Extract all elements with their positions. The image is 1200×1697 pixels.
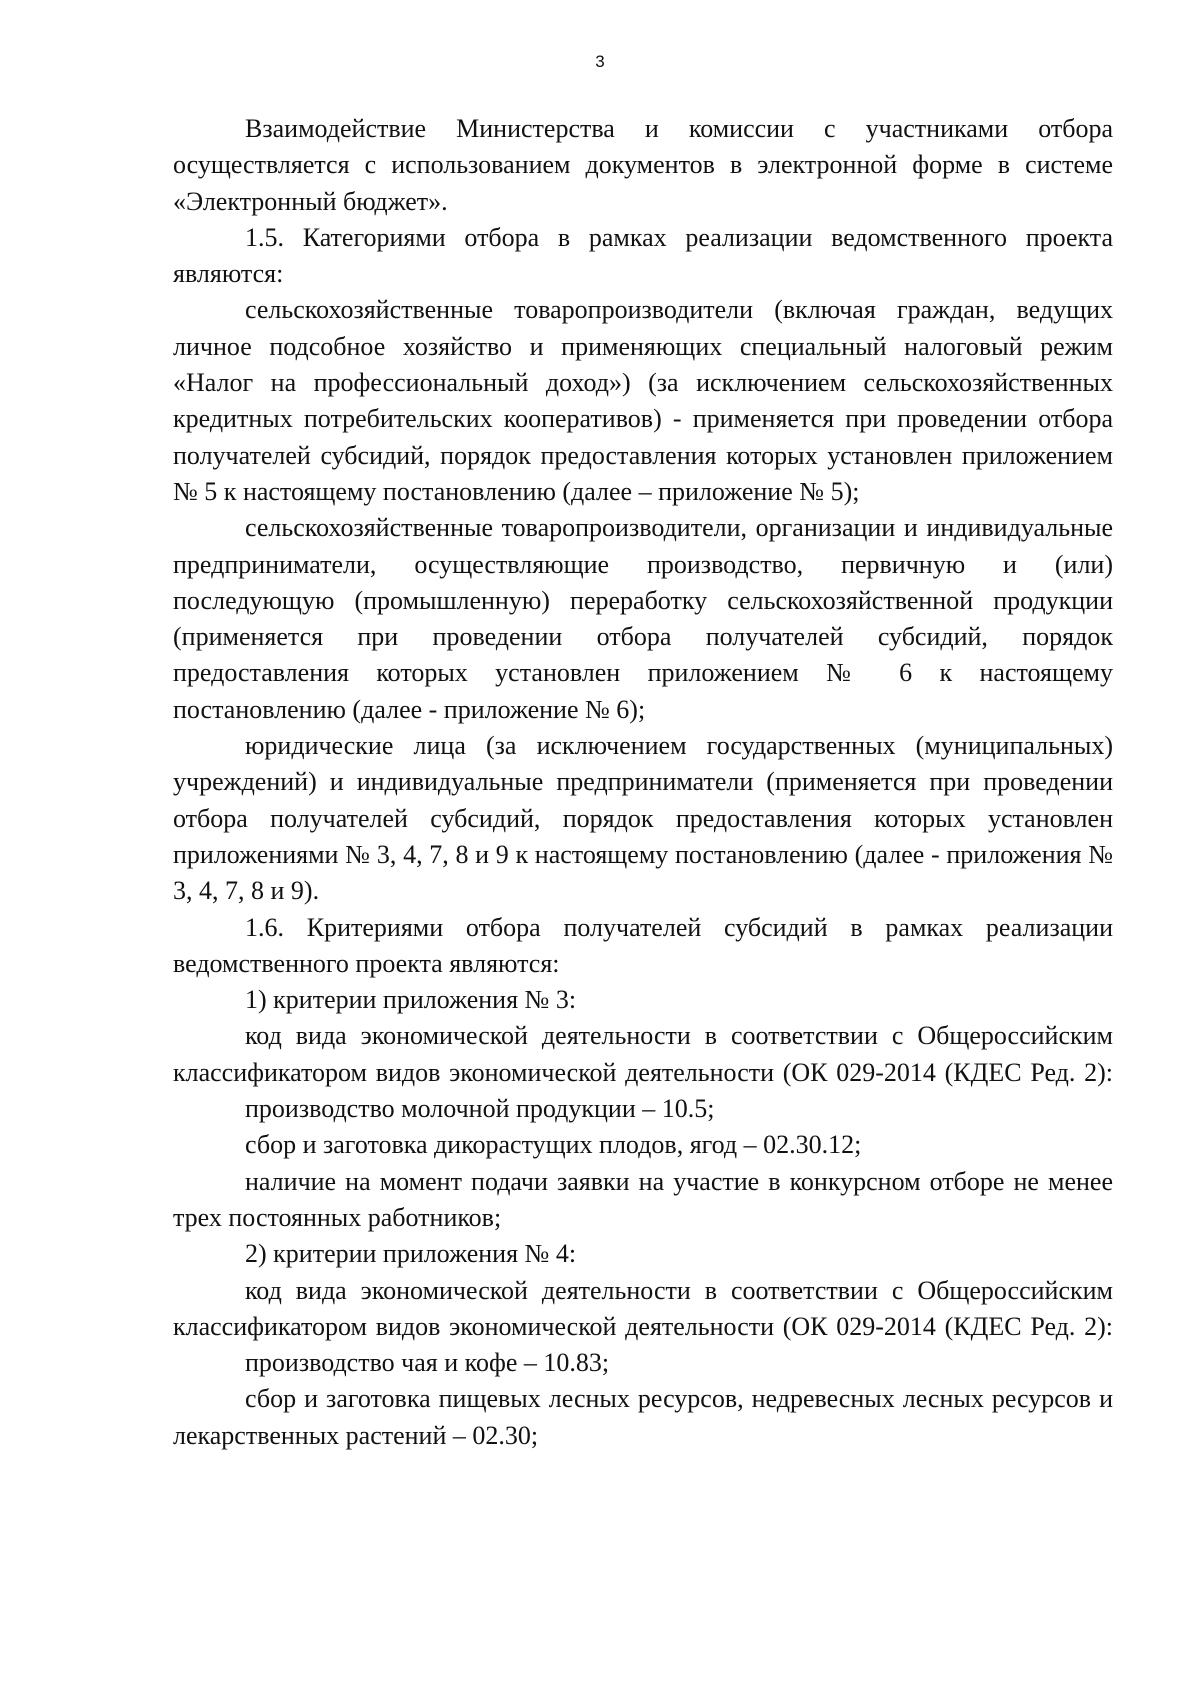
paragraph-okved-code-annex-4: код вида экономической деятельности в соответствии с Общероссийским классификатором видов экономической деятельности (ОК 029-2014 (КДЕС Ред. 2): bbox=[173, 1275, 1113, 1341]
paragraph-1-6-criteria: 1.6. Критериями отбора получателей субсидий в рамках реализации ведомственного проекта являются: bbox=[173, 912, 1113, 978]
paragraph-criteria-annex-4: 2) критерии приложения № 4: bbox=[245, 1239, 577, 1269]
document-body bbox=[173, 111, 1113, 1454]
paragraph-criteria-annex-3: 1) критерии приложения № 3: bbox=[245, 985, 577, 1015]
paragraph-tea-coffee-production: производство чая и кофе – 10.83; bbox=[245, 1348, 610, 1378]
paragraph-interaction: Взаимодействие Министерства и комиссии с участниками отбора осуществляется с использованием документов в электронной форме в системе «Электронный бюджет». bbox=[173, 114, 1113, 216]
page-number: 3 bbox=[595, 52, 605, 71]
paragraph-okved-code-annex-3: код вида экономической деятельности в соответствии с Общероссийским классификатором видов экономической деятельности (ОК 029-2014 (КДЕС Ред. 2): bbox=[173, 1021, 1113, 1087]
paragraph-forest-resources-collection: сбор и заготовка пищевых лесных ресурсов, недревесных лесных ресурсов и лекарственных растений – 02.30; bbox=[173, 1384, 1113, 1450]
paragraph-category-processors: сельскохозяйственные товаропроизводители, организации и индивидуальные предприниматели, осуществляющие производство, первичную и (или) последующую (промышленную) переработку сельскохозяйственной продукции (применяется при проведении отбора получателей субсидий, порядок предоставления которых установлен приложением № 6 к настоящему постановлению (далее - приложение № 6); bbox=[173, 513, 1113, 724]
paragraph-category-legal-entities: юридические лица (за исключением государственных (муниципальных) учреждений) и индивидуальные предприниматели (применяется при проведении отбора получателей субсидий, порядок предоставления которых установлен приложениями № 3, 4, 7, 8 и 9 к настоящему постановлению (далее - приложения № 3, 4, 7, 8 и 9). bbox=[173, 731, 1113, 906]
paragraph-dairy-production: производство молочной продукции – 10.5; bbox=[245, 1094, 715, 1124]
paragraph-employees-requirement: наличие на момент подачи заявки на участие в конкурсном отборе не менее трех постоянных работников; bbox=[173, 1166, 1113, 1232]
paragraph-wild-fruit-collection: сбор и заготовка дикорастущих плодов, ягод – 02.30.12; bbox=[245, 1130, 862, 1160]
paragraph-1-5-categories: 1.5. Категориями отбора в рамках реализации ведомственного проекта являются: bbox=[173, 222, 1113, 289]
paragraph-category-producers: сельскохозяйственные товаропроизводители (включая граждан, ведущих личное подсобное хозяйство и применяющих специальный налоговый режим «Налог на профессиональный доход») (за исключением сельскохозяйственных кредитных потребительских кооперативов) - применяется при проведении отбора получателей субсидий, порядок предоставления которых установлен приложением № 5 к настоящему постановлению (далее – приложение № 5); bbox=[173, 295, 1113, 506]
